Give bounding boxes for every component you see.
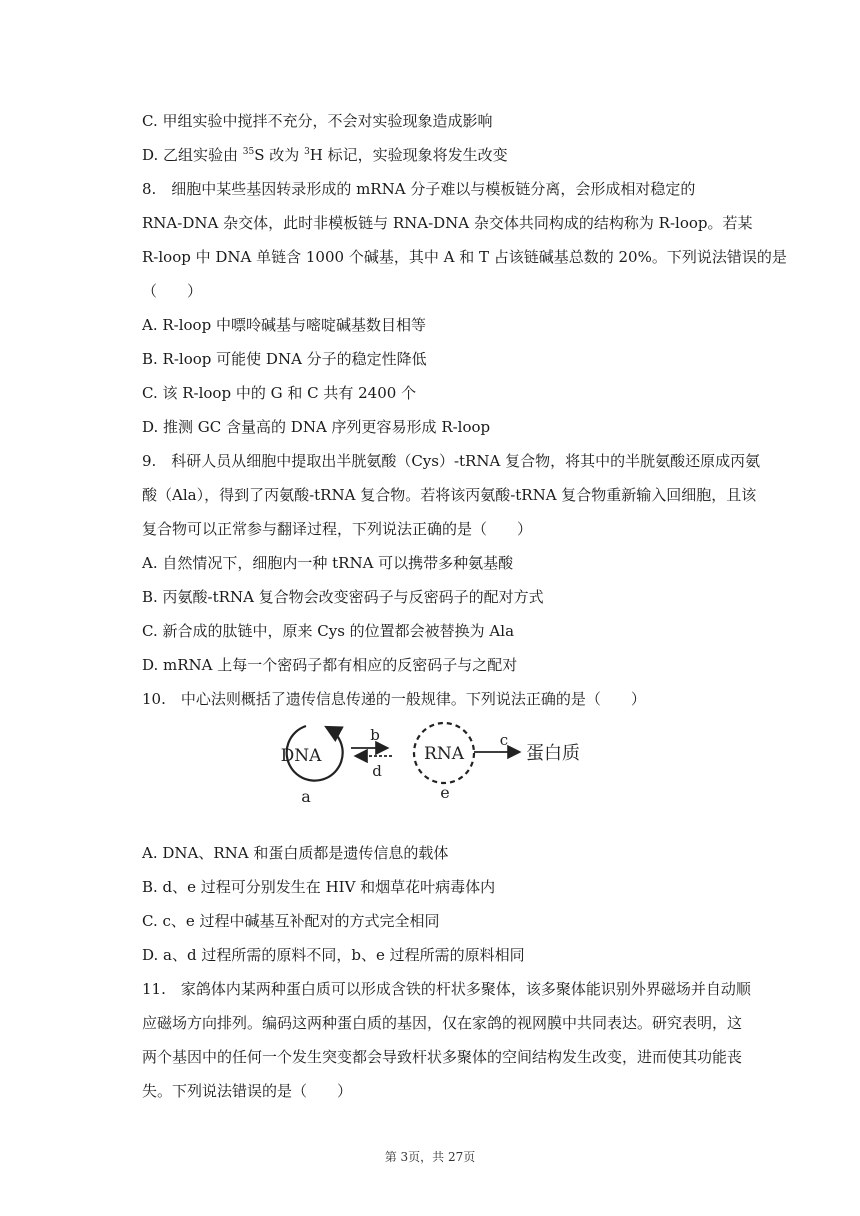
q10-option-d: D. a、d 过程所需的原料不同，b、e 过程所需的原料相同	[142, 946, 525, 964]
q9-option-d: D. mRNA 上每一个密码子都有相应的反密码子与之配对	[142, 656, 518, 674]
q9-option-a: A. 自然情况下，细胞内一种 tRNA 可以携带多种氨基酸	[142, 554, 514, 572]
q11-stem-line1: 11. 家鸽体内某两种蛋白质可以形成含铁的杆状多聚体，该多聚体能识别外界磁场并自动顺	[142, 980, 751, 998]
page-footer: 第 3页，共 27页	[384, 1150, 476, 1164]
label-e: e	[440, 783, 450, 802]
q7-option-d	[142, 145, 508, 165]
label-a: a	[301, 787, 311, 804]
dna-label: DNA	[280, 746, 322, 766]
q10-stem: 10. 中心法则概括了遗传信息传递的一般规律。下列说法正确的是（ ）	[142, 690, 646, 708]
q9-option-c: C. 新合成的肽链中，原来 Cys 的位置都会被替换为 Ala	[142, 622, 515, 640]
q7-option-c: C. 甲组实验中搅拌不充分，不会对实验现象造成影响	[142, 112, 493, 130]
label-b: b	[370, 726, 380, 744]
rna-label: RNA	[424, 744, 464, 764]
q7-option-d-post: H 标记，实验现象将发生改变	[309, 146, 508, 164]
q7-option-d-sup2: 3	[304, 147, 310, 157]
q11-stem-line3: 两个基因中的任何一个发生突变都会导致杆状多聚体的空间结构发生改变，进而使其功能丧	[142, 1048, 743, 1066]
label-c: c	[499, 731, 509, 749]
q10-option-c: C. c、e 过程中碱基互补配对的方式完全相同	[142, 912, 440, 930]
q8-option-c: C. 该 R-loop 中的 G 和 C 共有 2400 个	[142, 384, 417, 402]
q9-stem-line3: 复合物可以正常参与翻译过程，下列说法正确的是（ ）	[142, 520, 533, 538]
protein-label: 蛋白质	[526, 743, 580, 764]
q10-option-b: B. d、e 过程可分别发生在 HIV 和烟草花叶病毒体内	[142, 878, 496, 896]
central-dogma-diagram	[268, 718, 608, 804]
q7-option-d-mid: S 改为	[254, 146, 305, 164]
q8-stem-line3: R-loop 中 DNA 单链含 1000 个碱基，其中 A 和 T 占该链碱基总数的 20%。下列说法错误的是	[142, 248, 787, 266]
q10-option-a: A. DNA、RNA 和蛋白质都是遗传信息的载体	[142, 844, 449, 862]
label-d: d	[372, 762, 382, 780]
q8-stem-line2: RNA-DNA 杂交体，此时非模板链与 RNA-DNA 杂交体共同构成的结构称为 R-loop。若某	[142, 214, 753, 232]
q9-option-b: B. 丙氨酸-tRNA 复合物会改变密码子与反密码子的配对方式	[142, 588, 544, 606]
q8-stem-line4: （ ）	[142, 282, 203, 300]
q11-stem-line2: 应磁场方向排列。编码这两种蛋白质的基因，仅在家鸽的视网膜中共同表达。研究表明，这	[142, 1014, 743, 1032]
q11-stem-line4: 失。下列说法错误的是（ ）	[142, 1082, 353, 1100]
q8-option-d: D. 推测 GC 含量高的 DNA 序列更容易形成 R-loop	[142, 418, 491, 436]
q9-stem-line2: 酸（Ala），得到了丙氨酸-tRNA 复合物。若将该丙氨酸-tRNA 复合物重新输入回细胞，且该	[142, 486, 757, 504]
q7-option-d-sup1: 35	[242, 147, 255, 157]
q8-option-a: A. R-loop 中嘌呤碱基与嘧啶碱基数目相等	[142, 316, 426, 334]
q8-option-b: B. R-loop 可能使 DNA 分子的稳定性降低	[142, 350, 427, 368]
q9-stem-line1: 9. 科研人员从细胞中提取出半胱氨酸（Cys）-tRNA 复合物，将其中的半胱氨酸还原成丙氨	[142, 452, 761, 470]
q7-option-d-pre: D. 乙组实验由	[142, 146, 243, 164]
q8-stem-line1: 8. 细胞中某些基因转录形成的 mRNA 分子难以与模板链分离，会形成相对稳定的	[142, 180, 696, 198]
